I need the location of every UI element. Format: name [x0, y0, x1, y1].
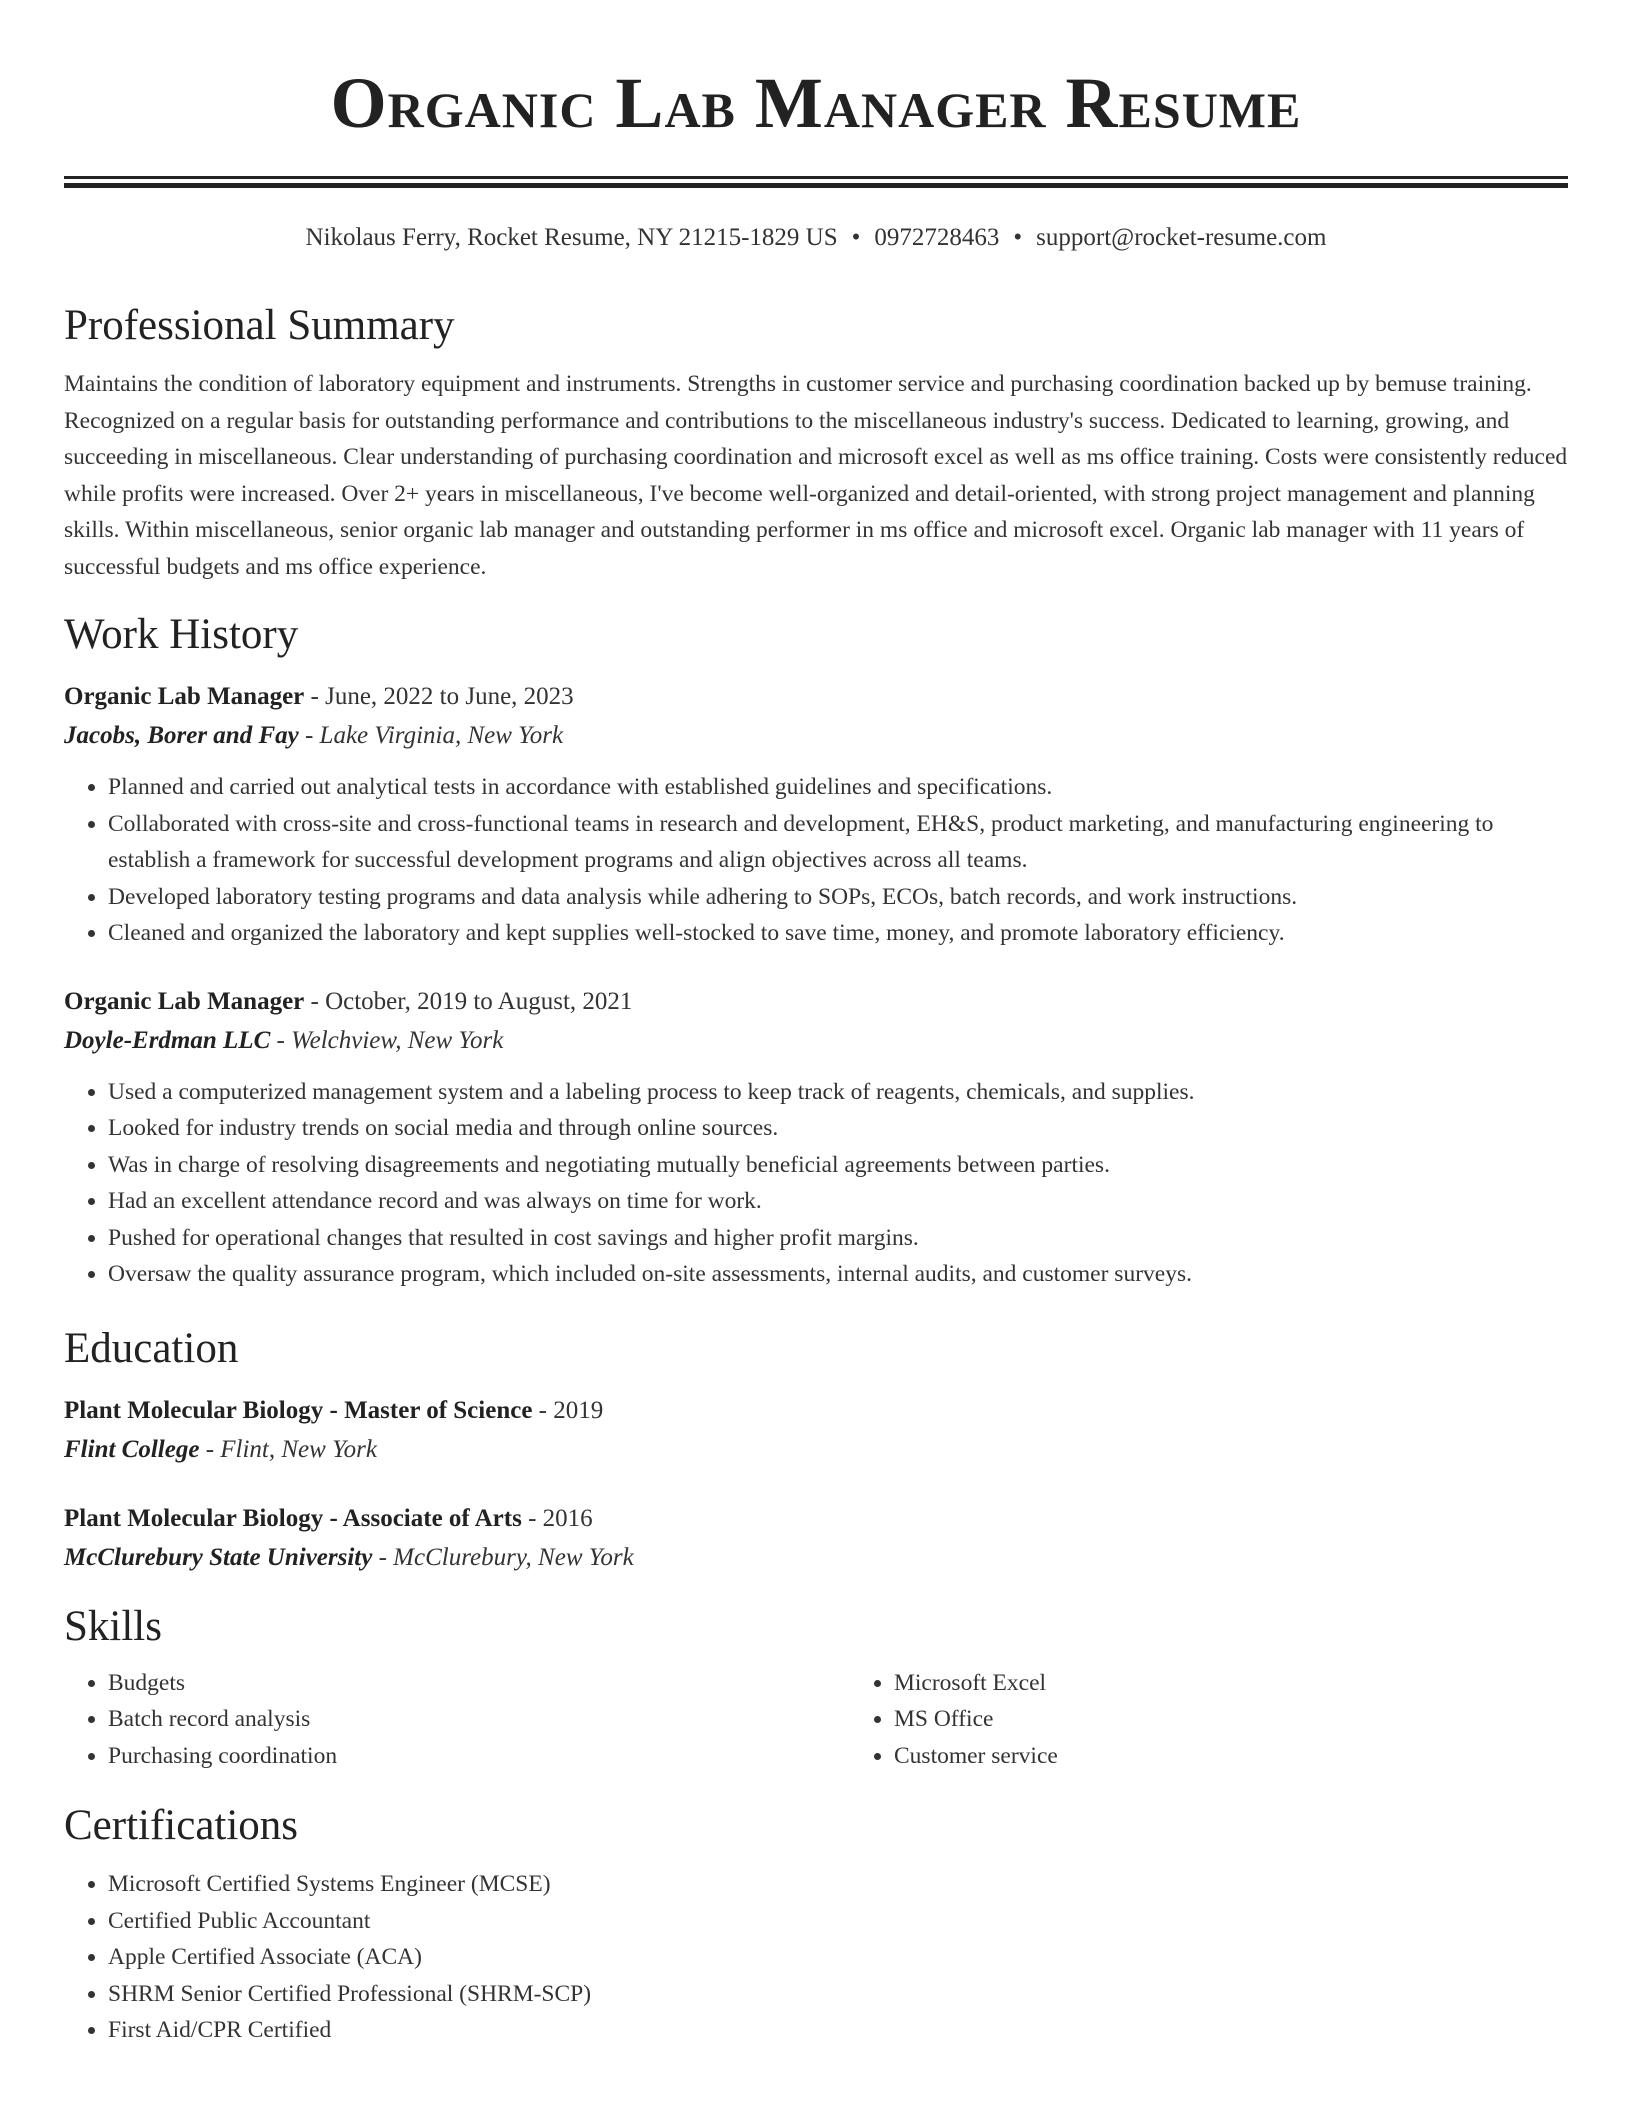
skill-item: • Budgets	[108, 1665, 850, 1702]
job-entry	[64, 982, 1568, 1293]
degree-name: Plant Molecular Biology - Master of Science	[64, 1396, 533, 1424]
skill-item: • Purchasing coordination	[108, 1738, 850, 1775]
job-company: Jacobs, Borer and Fay	[64, 722, 299, 749]
job-company-line	[64, 716, 1568, 755]
job-title: Organic Lab Manager	[64, 987, 305, 1015]
certification-item: • Apple Certified Associate (ACA)	[108, 1939, 1568, 1976]
job-duties-list	[64, 769, 1568, 952]
list-item: • Had an excellent attendance record and was always on time for work.	[108, 1183, 1568, 1220]
contact-line	[64, 222, 1568, 254]
contact-phone: 0972728463	[874, 224, 1000, 251]
certification-item: • First Aid/CPR Certified	[108, 2012, 1568, 2049]
skill-item: • Microsoft Excel	[894, 1665, 1568, 1702]
title-divider	[64, 176, 1568, 188]
job-dates: - October, 2019 to August, 2021	[304, 987, 633, 1015]
job-location: - Lake Virginia, New York	[298, 722, 564, 749]
job-company-line	[64, 1021, 1568, 1060]
job-location: - Welchview, New York	[270, 1026, 504, 1054]
job-company: Doyle-Erdman LLC	[64, 1026, 271, 1054]
education-entry	[64, 1391, 1568, 1469]
list-item: • Planned and carried out analytical tests in accordance with established guidelines and specifications.	[108, 769, 1568, 806]
contact-email: support@rocket-resume.com	[1036, 224, 1327, 251]
school-line	[64, 1430, 1568, 1469]
degree-year: - 2019	[532, 1396, 604, 1424]
resume-title: Organic Lab Manager Resume	[330, 63, 1302, 143]
summary-text: Maintains the condition of laboratory equipment and instruments. Strengths in customer service and purchasing coordination backed up by bemuse training. Recognized on a regular basis for outstanding performance and contributions to the miscellaneous industry's success. Dedicated to learning, growing, and succeeding in miscellaneous. Clear understanding of purchasing coordination and microsoft excel as well as ms office training. Costs were consistently reduced while profits were increased. Over 2+ years in miscellaneous, I've become well-organized and detail-oriented, with strong project management and planning skills. Within miscellaneous, senior organic lab manager and outstanding performer in ms office and microsoft excel. Organic lab manager with 11 years of successful budgets and ms office experience.	[64, 371, 1568, 580]
degree-year: - 2016	[521, 1504, 593, 1532]
certification-item: • Microsoft Certified Systems Engineer (MCSE)	[108, 1866, 1568, 1903]
certifications-list	[64, 1866, 1568, 2049]
section-heading-work-history: Work History	[64, 611, 299, 658]
job-entry	[64, 677, 1568, 952]
certification-item: • SHRM Senior Certified Professional (SHRM-SCP)	[108, 1976, 1568, 2013]
degree-line	[64, 1391, 1568, 1430]
job-title-line	[64, 677, 1568, 716]
school-name: McClurebury State University	[64, 1543, 373, 1571]
skills-columns	[64, 1665, 1568, 1775]
list-item: • Used a computerized management system and a labeling process to keep track of reagents, chemicals, and supplies.	[108, 1074, 1568, 1111]
school-line	[64, 1538, 1568, 1577]
certification-item: • Certified Public Accountant	[108, 1903, 1568, 1940]
skill-item: • Batch record analysis	[108, 1701, 850, 1738]
list-item: • Oversaw the quality assurance program, which included on-site assessments, internal audits, and customer surveys.	[108, 1256, 1568, 1293]
list-item: • Was in charge of resolving disagreements and negotiating mutually beneficial agreements between parties.	[108, 1147, 1568, 1184]
school-location: - McClurebury, New York	[372, 1543, 634, 1571]
list-item: • Looked for industry trends on social media and through online sources.	[108, 1110, 1568, 1147]
section-heading-education: Education	[64, 1324, 239, 1372]
degree-name: Plant Molecular Biology - Associate of Arts	[64, 1504, 522, 1532]
school-location: - Flint, New York	[199, 1435, 378, 1463]
section-heading-summary: Professional Summary	[64, 302, 455, 349]
section-heading-certifications: Certifications	[64, 1802, 299, 1849]
contact-address: Nikolaus Ferry, Rocket Resume, NY 21215-1829 US	[305, 224, 838, 251]
list-item: • Cleaned and organized the laboratory and kept supplies well-stocked to save time, money, and promote laboratory efficiency.	[108, 915, 1568, 952]
education-entry	[64, 1499, 1568, 1577]
job-title: Organic Lab Manager	[64, 683, 305, 710]
list-item: • Collaborated with cross-site and cross-functional teams in research and development, EH&S, product marketing, and manufacturing engineering to establish a framework for successful development programs and align objectives across all teams.	[108, 806, 1568, 879]
skills-list-left	[64, 1665, 850, 1775]
job-duties-list	[64, 1074, 1568, 1293]
skill-item: • MS Office	[894, 1701, 1568, 1738]
section-heading-skills: Skills	[64, 1602, 162, 1650]
skills-list-right	[850, 1665, 1568, 1775]
skill-item: • Customer service	[894, 1738, 1568, 1775]
school-name: Flint College	[64, 1435, 200, 1463]
degree-line	[64, 1499, 1568, 1538]
job-title-line	[64, 982, 1568, 1021]
contact-separator: •	[851, 224, 861, 251]
contact-separator: •	[1013, 224, 1023, 251]
list-item: • Developed laboratory testing programs and data analysis while adhering to SOPs, ECOs, batch records, and work instructions.	[108, 879, 1568, 916]
list-item: • Pushed for operational changes that resulted in cost savings and higher profit margins.	[108, 1220, 1568, 1257]
job-dates: - June, 2022 to June, 2023	[304, 683, 574, 710]
